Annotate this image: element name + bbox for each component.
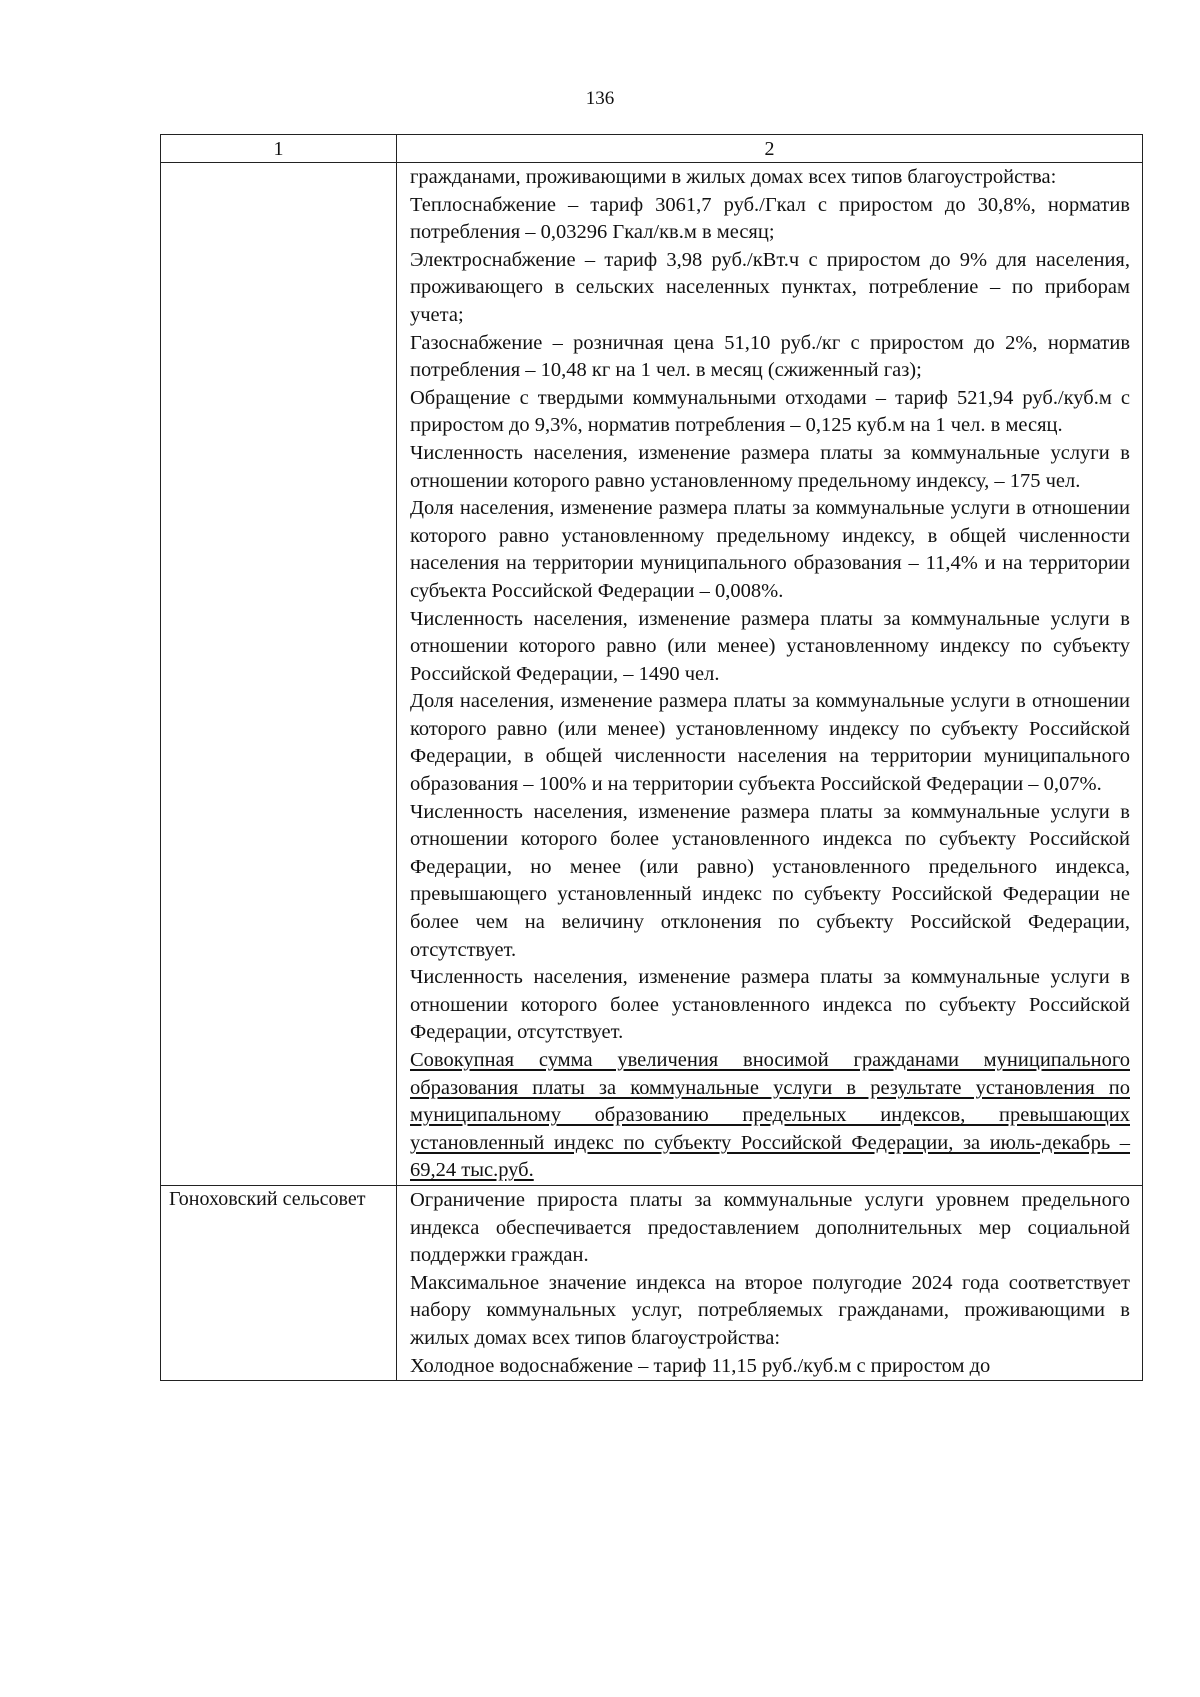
paragraph: Холодное водоснабжение – тариф 11,15 руб./куб.м с приростом до xyxy=(410,1354,991,1377)
paragraph: Численность населения, изменение размера платы за коммунальные услуги в отношении которого более установленного индекса по субъекту Российской Федерации, отсутствует. xyxy=(410,966,1130,1044)
paragraph: Ограничение прироста платы за коммунальные услуги уровнем предельного индекса обеспечивается предоставлением дополнительных мер социальной поддержки граждан. xyxy=(410,1188,1130,1267)
description-cell xyxy=(397,163,1143,1186)
table-row xyxy=(161,163,1143,1186)
document-table xyxy=(160,134,1143,1381)
paragraph: Электроснабжение – тариф 3,98 руб./кВт.ч с приростом до 9% для населения, проживающего в сельских населенных пунктах, потребление – по приборам учета; xyxy=(410,248,1130,326)
municipality-name: Гоноховский сельсовет xyxy=(169,1187,366,1210)
table-header-row xyxy=(161,135,1143,163)
paragraph: Численность населения, изменение размера платы за коммунальные услуги в отношении которого более установленного индекса по субъекту Российской Федерации, но менее (или равно) установленного предельного индекса, превышающего установленный индекс по субъекту Российской Федерации не более чем на величину отклонения по субъекту Российской Федерации, отсутствует. xyxy=(410,800,1130,961)
paragraph: Численность населения, изменение размера платы за коммунальные услуги в отношении которого равно (или менее) установленному индексу по субъекту Российской Федерации, – 1490 чел. xyxy=(410,607,1130,685)
table-row xyxy=(161,1185,1143,1380)
paragraph: Доля населения, изменение размера платы за коммунальные услуги в отношении которого равно (или менее) установленному индексу по субъекту Российской Федерации, в общей численности населения на территории муниципального образования – 100% и на территории субъекта Российской Федерации – 0,07%. xyxy=(410,690,1130,796)
paragraph: Обращение с твердыми коммунальными отходами – тариф 521,94 руб./куб.м с приростом до 9,3%, норматив потребления – 0,125 куб.м на 1 чел. в месяц. xyxy=(410,386,1130,437)
page-number: 136 xyxy=(585,88,615,109)
paragraph: Максимальное значение индекса на второе полугодие 2024 года соответствует набору коммунальных услуг, потребляемых гражданами, проживающими в жилых домах всех типов благоустройства: xyxy=(410,1271,1130,1349)
paragraph: Газоснабжение – розничная цена 51,10 руб./кг с приростом до 2%, норматив потребления – 10,48 кг на 1 чел. в месяц (сжиженный газ); xyxy=(410,331,1130,382)
description-cell xyxy=(397,1185,1143,1380)
paragraph: гражданами, проживающими в жилых домах всех типов благоустройства: xyxy=(410,166,1057,188)
column-header-1: 1 xyxy=(161,135,397,163)
column-header-2: 2 xyxy=(397,135,1143,163)
municipality-cell xyxy=(161,1185,397,1380)
paragraph: Теплоснабжение – тариф 3061,7 руб./Гкал с приростом до 30,8%, норматив потребления – 0,03296 Гкал/кв.м в месяц; xyxy=(410,193,1130,244)
paragraph: Численность населения, изменение размера платы за коммунальные услуги в отношении которого равно установленному предельному индексу, – 175 чел. xyxy=(410,441,1130,492)
municipality-cell xyxy=(161,163,397,1186)
paragraph: Доля населения, изменение размера платы за коммунальные услуги в отношении которого равно установленному предельному индексу, в общей численности населения на территории муниципального образования – 11,4% и на территории субъекта Российской Федерации – 0,008%. xyxy=(410,497,1130,602)
paragraph: Совокупная сумма увеличения вносимой гражданами муниципального образования платы за коммунальные услуги в результате установления по муниципальному образованию предельных индексов, превышающих установленный индекс по субъекту Российской Федерации, за июль-декабрь – 69,24 тыс.руб. xyxy=(410,1049,1130,1182)
